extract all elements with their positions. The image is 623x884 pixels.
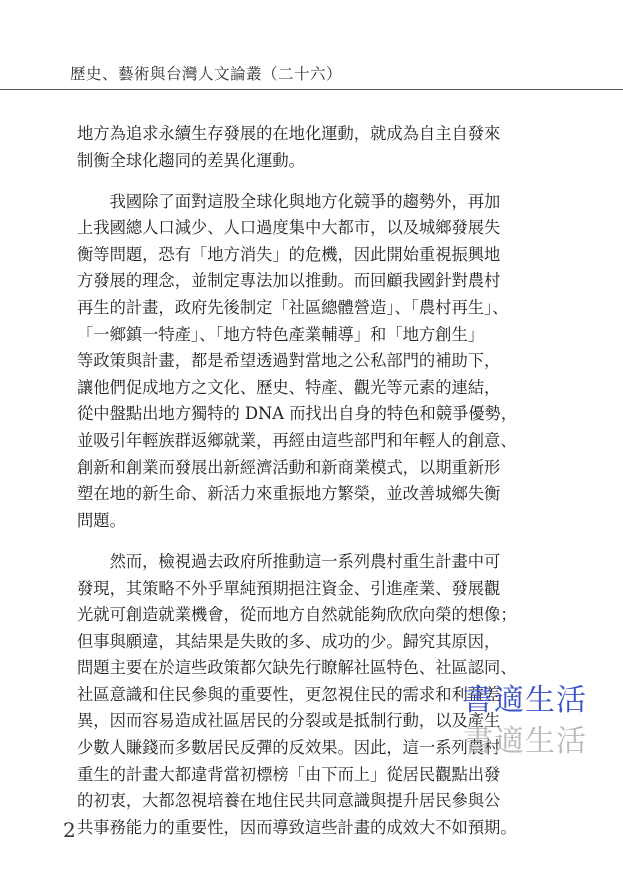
text-line: 異，因而容易造成社區居民的分裂或是抵制行動，以及產生: [77, 711, 501, 731]
text-line: 共事務能力的重要性，因而導致這些計畫的成效大不如預期。: [77, 817, 517, 837]
watermark-logo: 書適生活: [463, 683, 587, 718]
page-number: 2: [63, 818, 76, 842]
text-line: 塑在地的新生命、新活力來重振地方繁榮，並改善城鄉失衡: [77, 484, 501, 504]
header-divider: [0, 89, 623, 90]
text-line: 再生的計畫，政府先後制定「社區總體營造」、「農村再生」、: [77, 298, 509, 318]
text-line: 但事與願違，其結果是失敗的多、成功的少。歸究其原因，: [77, 631, 501, 651]
text-line: 然而，檢視過去政府所推動這一系列農村重生計畫中可: [77, 551, 501, 571]
text-line: 讓他們促成地方之文化、歷史、特產、觀光等元素的連結，: [77, 377, 501, 397]
text-line: 創新和創業而發展出新經濟活動和新商業模式，以期重新形: [77, 457, 501, 477]
text-line: 光就可創造就業機會，從而地方自然就能夠欣欣向榮的想像；: [77, 605, 517, 625]
text-line: 重生的計畫大都違背當初標榜「由下而上」從居民觀點出發: [77, 764, 501, 784]
text-line: 的初衷，大都忽視培養在地住民共同意識與提升居民參與公: [77, 791, 501, 811]
text-line: 上我國總人口減少、人口過度集中大都市，以及城鄉發展失: [77, 218, 501, 238]
text-line: 問題。: [77, 510, 126, 530]
text-line: 問題主要在於這些政策都欠缺先行瞭解社區特色、社區認同、: [77, 658, 517, 678]
text-line: 發現，其策略不外乎單純預期挹注資金、引進產業、發展觀: [77, 578, 501, 598]
watermark-shadow: 書適生活: [463, 724, 587, 759]
text-line: 少數人賺錢而多數居民反彈的反效果。因此，這一系列農村: [77, 738, 501, 758]
text-line: 等政策與計畫，都是希望透過對當地之公私部門的補助下，: [77, 351, 501, 371]
text-line: 我國除了面對這股全球化與地方化競爭的趨勢外，再加: [77, 191, 501, 211]
text-line: 衡等問題，恐有「地方消失」的危機，因此開始重視振興地: [77, 244, 501, 264]
text-line: 制衡全球化趨同的差異化運動。: [77, 150, 305, 170]
paragraph-2: [77, 189, 552, 535]
running-header: 歷史、藝術與台灣人文論叢（二十六）: [70, 65, 343, 83]
text-line: 從中盤點出地方獨特的 DNA 而找出自身的特色和競爭優勢，: [77, 404, 518, 424]
text-line: 社區意識和住民參與的重要性，更忽視住民的需求和利益差: [77, 684, 501, 704]
text-line: 方發展的理念，並制定專法加以推動。而回顧我國針對農村: [77, 271, 501, 291]
text-line: 「一鄉鎮一特產」、「地方特色產業輔導」和「地方創生」: [77, 324, 485, 344]
text-line: 並吸引年輕族群返鄉就業，再經由這些部門和年輕人的創意、: [77, 431, 517, 451]
paragraph-1: [77, 121, 552, 174]
text-line: 地方為追求永續生存發展的在地化運動，就成為自主自發來: [77, 124, 501, 143]
